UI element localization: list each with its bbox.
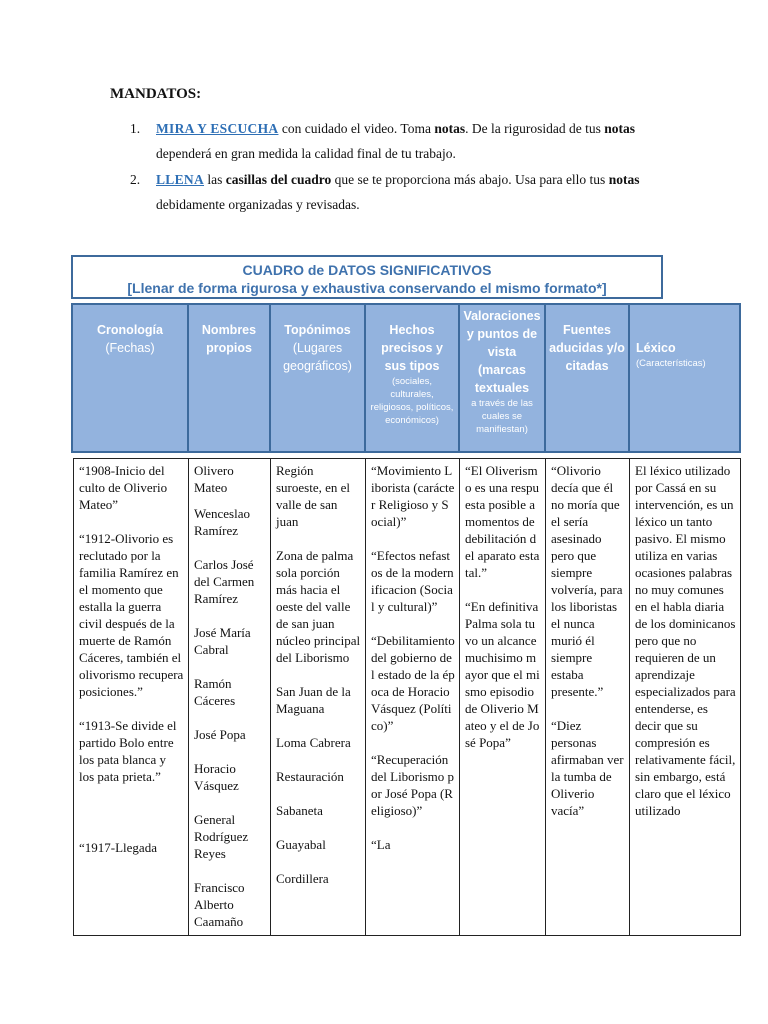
mandate-bold: notas: [604, 121, 635, 136]
cell-entry: “Debilitamiento del gobierno del estado de la época de Horacio Vásquez (Político)”: [371, 633, 455, 733]
table-subtitle: [Llenar de forma rigurosa y exhaustiva conservando el mismo formato*]: [127, 280, 607, 296]
mandate-text: con cuidado el video. Toma: [278, 121, 435, 136]
cell-entry: “Recuperación del Liborismo por José Popa (Religioso)”: [371, 752, 455, 818]
header-label: Cronología: [97, 323, 163, 337]
header-lexico: [630, 303, 741, 453]
cell-entry: “Diez personas afirmaban ver la tumba de Oliverio vacía”: [551, 718, 624, 818]
cell-entry: “Movimiento Liborista (carácter Religioso y Social)”: [371, 463, 455, 529]
header-note: a través de las cuales se manifiestan): [471, 398, 533, 435]
mandate-number: 2.: [130, 172, 141, 187]
cell-entry: Loma Cabrera: [276, 735, 351, 750]
mandate-bold: notas: [434, 121, 466, 136]
cell-lexico: [630, 458, 741, 936]
cell-entry: “En definitiva Palma sola tuvo un alcance muchisimo mayor que el mismo episodio de Oliverio Mateo y el de José Popa”: [465, 599, 540, 750]
header-label: Fuentes aducidas y/o citadas: [549, 323, 625, 373]
header-nombres-propios: [189, 303, 271, 453]
cell-valoraciones: [460, 458, 546, 936]
cell-entry: “1908-Inicio del culto de Oliverio Mateo”: [79, 463, 168, 512]
cell-entry: Olivero Mateo: [194, 463, 234, 495]
header-hechos: [366, 303, 460, 453]
cell-entry: Sabaneta: [276, 803, 323, 818]
cell-entry: “Olivorio decía que él no moría que el sería asesinado pero que siempre volvería, para los liboristas el nunca murió él siempre estaba presente.”: [551, 463, 623, 699]
cell-cronologia: [73, 458, 189, 936]
header-label: Hechos precisos y sus tipos: [381, 323, 443, 373]
mandates-list: [130, 116, 660, 218]
cell-hechos: [366, 458, 460, 936]
cell-entry: General Rodríguez Reyes: [194, 812, 249, 861]
table-title-box: [71, 255, 663, 299]
header-label: Léxico: [636, 341, 676, 355]
mandate-text: las: [204, 172, 226, 187]
cell-entry: Cordillera: [276, 871, 329, 886]
header-label: Topónimos: [284, 323, 351, 337]
mandate-text: debidamente organizadas y revisadas.: [156, 197, 360, 212]
header-sublabel: (marcas textuales: [474, 363, 530, 395]
header-note: (Características): [636, 358, 706, 369]
mandate-link-llena[interactable]: LLENA: [156, 172, 205, 187]
mandate-bold: notas: [608, 172, 640, 187]
cell-entry: Restauración: [276, 769, 344, 784]
cell-entry: Ramón Cáceres: [194, 676, 236, 708]
mandate-item: [130, 116, 660, 166]
cell-entry: Guayabal: [276, 837, 326, 852]
mandate-text: dependerá en gran medida la calidad final de tu trabajo.: [156, 146, 456, 161]
cell-entry: Wenceslao Ramírez: [194, 506, 250, 538]
cell-nombres: [189, 458, 271, 936]
cell-entry: “1917-Llegada: [79, 840, 157, 855]
header-sublabel: (Lugares geográficos): [283, 341, 352, 373]
cell-entry: San Juan de la Maguana: [276, 684, 351, 716]
cell-entry: “Efectos nefastos de la modernificacion (Social y cultural)”: [371, 548, 454, 614]
header-cronologia: [71, 303, 189, 453]
cell-entry: Carlos José del Carmen Ramírez: [194, 557, 255, 606]
cell-entry: José Popa: [194, 727, 246, 742]
header-toponimos: [271, 303, 366, 453]
header-valoraciones: [460, 303, 546, 453]
table-title: CUADRO de DATOS SIGNIFICATIVOS: [242, 262, 492, 278]
mandate-item: [130, 167, 660, 217]
mandate-bold: casillas del cuadro: [225, 172, 332, 187]
cell-fuentes: [546, 458, 630, 936]
mandate-text: . De la rigurosidad de tus: [465, 121, 605, 136]
cell-entry: “El Oliverismo es una respuesta posible a momentos de debilitación del aparato estatal.”: [465, 463, 540, 580]
cell-entry: Francisco Alberto Caamaño: [194, 880, 245, 929]
cell-toponimos: [271, 458, 366, 936]
header-label: Valoraciones y puntos de vista: [463, 309, 541, 359]
cell-entry: Región suroeste, en el valle de san juan: [276, 463, 351, 529]
cell-entry: El léxico utilizado por Cassá en su intervención, es un léxico un tanto pasivo. El mismo utiliza en varias ocasiones palabras no muy comunes en el habla diaria de los dominicanos pero que no requieren de un aprendizaje especializados para entenderse, es decir que su compresión es relativamente fácil, sin embargo, está claro que el léxico utilizado: [635, 463, 736, 818]
header-sublabel: (Fechas): [105, 341, 155, 355]
cell-entry: “La: [371, 837, 391, 852]
cell-entry: Zona de palma sola porción más hacia el oeste del valle de san juan núcleo principal del Liborismo: [276, 548, 361, 665]
cell-entry: Horacio Vásquez: [194, 761, 239, 793]
cell-entry: “1913-Se divide el partido Bolo entre los pata blanca y los pata prieta.”: [79, 718, 177, 784]
header-fuentes: [546, 303, 630, 453]
cell-entry: “1912-Olivorio es reclutado por la familia Ramírez en el momento que estalla la guerra civil después de la muerte de Ramón Cáceres, también el olivorismo recupera posiciones.”: [79, 531, 184, 699]
mandate-link-mira-escucha[interactable]: MIRA Y ESCUCHA: [156, 121, 279, 136]
mandate-number: 1.: [130, 121, 141, 136]
header-note: (sociales, culturales, religiosos, políticos, económicos): [370, 376, 454, 426]
mandate-text: que se te proporciona más abajo. Usa para ello tus: [331, 172, 609, 187]
cell-entry: José María Cabral: [194, 625, 251, 657]
mandates-heading: MANDATOS:: [110, 86, 202, 102]
header-label: Nombres propios: [201, 323, 257, 355]
